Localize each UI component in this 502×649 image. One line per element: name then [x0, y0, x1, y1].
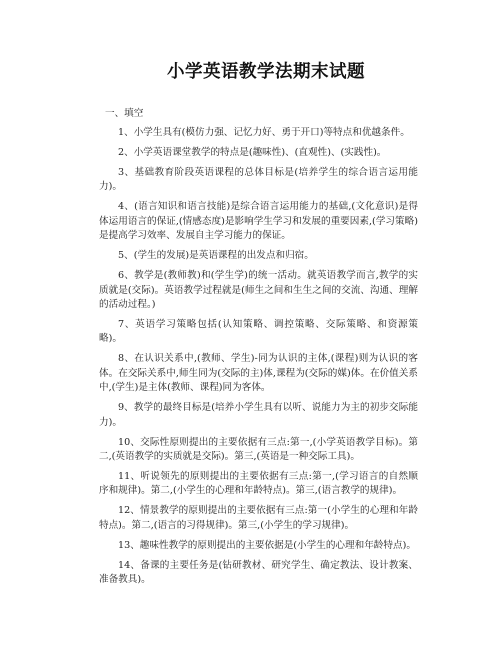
question-item-6: 6、教学是(教师教)和(学生学)的统一活动。就英语教学而言,教学的实质就是(交际)。英语教学过程就是(师生之间和生生之间的交流、沟通、理解的活动过程。)	[99, 270, 418, 311]
question-item-2: 2、小学英语课堂教学的特点是(趣味性)、(直观性)、(实践性)。	[118, 147, 387, 158]
question-item-3: 3、基础教育阶段英语课程的总体目标是(培养学生的综合语言运用能力)。	[99, 167, 418, 193]
question-item-11: 11、听说领先的原则提出的主要依据有三点:第一,(学习语言的自然顺序和规律)。第二,(小学生的心理和年龄特点)。第三,(语言教学的规律)。	[99, 471, 418, 497]
question-item-1: 1、小学生具有(模仿力强、记忆力好、勇于开口)等特点和优越条件。	[118, 127, 410, 138]
question-item-12: 12、情景教学的原则提出的主要依据有三点:第一(小学生的心理和年龄特点)。第二,(语言的习得规律)。第三,(小学生的学习规律)。	[99, 505, 418, 531]
question-item-13: 13、趣味性教学的原则提出的主要依据是(小学生的心理和年龄特点)。	[118, 539, 416, 551]
question-item-10: 10、交际性原则提出的主要依据有三点:第一,(小学英语教学目标)。第二,(英语教学的实质就是交际)。第三,(英语是一种交际工具)。	[99, 436, 418, 463]
question-list	[99, 126, 418, 588]
question-item-8: 8、在认识关系中,(教师、学生)-同为认识的主体,(课程)则为认识的客体。在交际关系中,师生同为(交际的主)体,课程为(交际的媒)体。在价值关系中,(学生)是主体(教师、课程)同为客体。	[99, 353, 418, 394]
question-item-9: 9、教学的最终目标是(培养小学生具有以听、说能力为主的初步交际能力)。	[99, 402, 418, 428]
question-item-4: 4、(语言知识和语言技能)是综合语言运用能力的基础,(文化意识)是得体运用语言的保证,(情感态度)是影响学生学习和发展的重要因素,(学习策略)是提高学习效率、发展自主学习能力的保证。	[99, 201, 418, 242]
question-item-7: 7、英语学习策略包括(认知策略、调控策略、交际策略、和资源策略)。	[99, 319, 418, 345]
section-heading: 一、填空	[105, 108, 144, 119]
document-title: 小学英语教学法期末试题	[167, 62, 365, 82]
question-item-5: 5、(学生的发展)是英语课程的出发点和归宿。	[118, 250, 314, 262]
question-item-14: 14、备课的主要任务是(钻研教材、研究学生、确定教法、设计教案、准备教具)。	[99, 559, 418, 586]
